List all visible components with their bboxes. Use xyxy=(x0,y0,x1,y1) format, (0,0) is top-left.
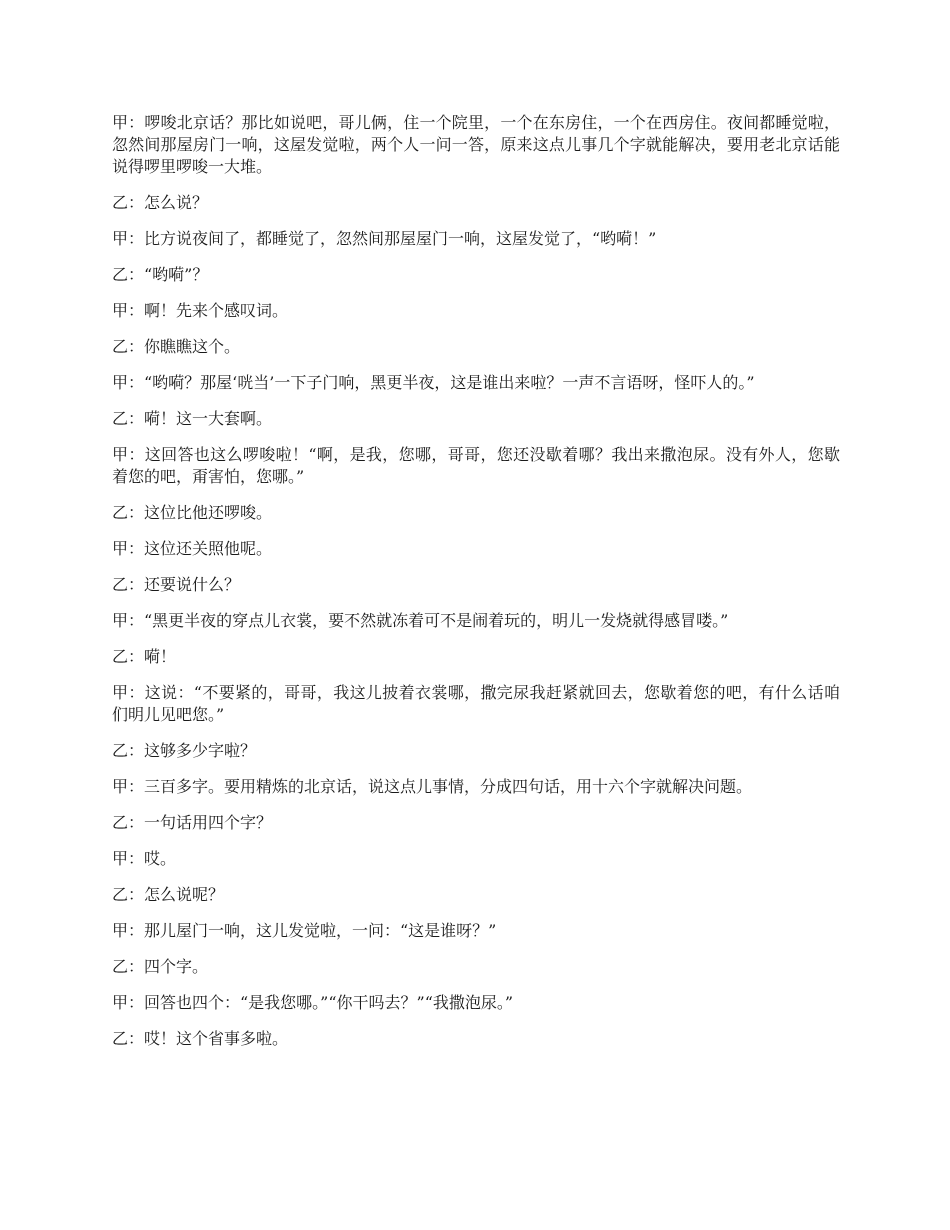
paragraph: 乙：嗬！ xyxy=(112,647,177,666)
paragraph: 乙：这位比他还啰唆。 xyxy=(112,503,273,522)
paragraph: 乙：“哟嗬”？ xyxy=(112,265,209,284)
paragraph: 乙：一句话用四个字？ xyxy=(112,813,273,832)
paragraph: 乙：四个字。 xyxy=(112,957,209,976)
paragraph: 甲：三百多字。要用精炼的北京话，说这点儿事情，分成四句话，用十六个字就解决问题。 xyxy=(112,777,753,796)
paragraph: 甲：这位还关照他呢。 xyxy=(112,539,273,558)
paragraph: 甲：“哟嗬？那屋‘咣当’一下子门响，黑更半夜，这是谁出来啦？一声不言语呀，怪吓人的。” xyxy=(112,373,755,392)
document-body xyxy=(112,112,840,1064)
paragraph: 甲：啊！先来个感叹词。 xyxy=(112,301,289,320)
paragraph: 乙：你瞧瞧这个。 xyxy=(112,337,241,356)
paragraph: 乙：哎！这个省事多啦。 xyxy=(112,1029,289,1048)
paragraph: 甲：回答也四个：“是我您哪。”“你干吗去？”“我撒泡尿。” xyxy=(112,993,514,1012)
paragraph: 乙：这够多少字啦？ xyxy=(112,741,257,760)
paragraph: 乙：怎么说呢？ xyxy=(112,885,225,904)
paragraph: 甲：哎。 xyxy=(112,849,177,868)
paragraph: 甲：这回答也这么啰唆啦！“啊，是我，您哪，哥哥，您还没歇着哪？我出来撒泡尿。没有外人，您歇着您的吧，甭害怕，您哪。” xyxy=(112,445,840,486)
paragraph: 乙：还要说什么？ xyxy=(112,575,241,594)
paragraph: 甲：“黑更半夜的穿点儿衣裳，要不然就冻着可不是闹着玩的，明儿一发烧就得感冒喽。” xyxy=(112,611,729,630)
paragraph: 甲：比方说夜间了，都睡觉了，忽然间那屋屋门一响，这屋发觉了，“哟嗬！” xyxy=(112,229,657,248)
paragraph: 乙：怎么说？ xyxy=(112,193,209,212)
paragraph: 甲：啰唆北京话？那比如说吧，哥儿俩，住一个院里，一个在东房住，一个在西房住。夜间都睡觉啦，忽然间那屋房门一响，这屋发觉啦，两个人一问一答，原来这点儿事几个字就能解决，要用老北京话能说得啰里啰唆一大堆。 xyxy=(112,113,840,176)
paragraph: 乙：嗬！这一大套啊。 xyxy=(112,409,273,428)
paragraph: 甲：那儿屋门一响，这儿发觉啦，一问：“这是谁呀？” xyxy=(112,921,497,940)
paragraph: 甲：这说：“不要紧的，哥哥，我这儿披着衣裳哪，撒完尿我赶紧就回去，您歇着您的吧，有什么话咱们明儿见吧您。” xyxy=(112,683,840,724)
